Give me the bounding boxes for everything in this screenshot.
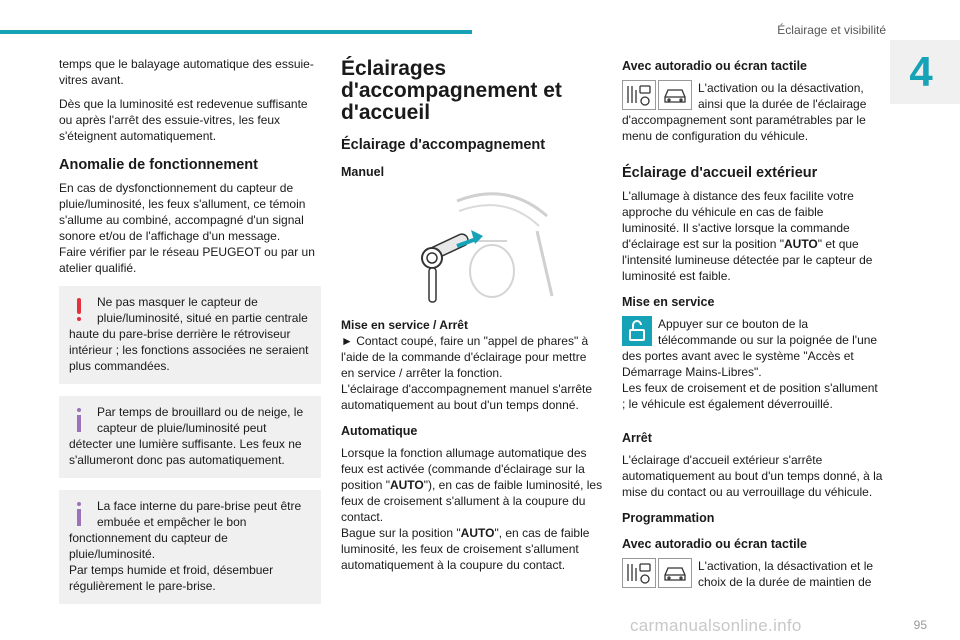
watermark: carmanualsonline.info (630, 616, 802, 635)
touchscreen-car-icon (658, 80, 692, 110)
heading-programmation: Programmation (622, 511, 715, 525)
config-icons (622, 558, 692, 588)
paragraph: L'éclairage d'accompagnement manuel s'arrête automatiquement au bout d'un temps donné. (341, 382, 593, 412)
header-accent-bar (0, 30, 472, 34)
paragraph (341, 445, 603, 525)
paragraph: L'éclairage d'accueil extérieur s'arrête automatiquement au bout d'un temps donné, à la mise du contact ou au verrouillage du véhicule. (622, 453, 883, 499)
touchscreen-car-icon (658, 558, 692, 588)
text-segment: Bague sur la position " (341, 526, 461, 540)
heading-autoradio: Avec autoradio ou écran tactile (622, 59, 808, 73)
info-text: Par temps humide et froid, désembuer régulièrement le pare-brise. (69, 563, 274, 593)
heading-autoradio: Avec autoradio ou écran tactile (622, 537, 808, 551)
section-title: Éclairages d'accompagnement et d'accueil (341, 57, 562, 124)
paragraph: Les feux de croisement et de position s'allument ; le véhicule est également déverrouillé. (622, 381, 878, 411)
page-number: 95 (913, 618, 927, 632)
paragraph (622, 188, 884, 284)
radio-icon (622, 558, 656, 588)
column-left (59, 56, 321, 616)
paragraph: Faire vérifier par le réseau PEUGEOT ou par un atelier qualifié. (59, 245, 315, 275)
config-icons (622, 80, 692, 110)
column-right (622, 56, 884, 598)
warning-note (59, 286, 321, 384)
heading-accompagnement: Éclairage d'accompagnement (341, 137, 546, 153)
info-note (59, 396, 321, 478)
heading-accueil: Éclairage d'accueil extérieur (622, 165, 818, 181)
heading-mise-en-service: Mise en service (622, 295, 715, 309)
warning-icon (69, 294, 91, 324)
label-mise-en-service: Mise en service / Arrêt (341, 318, 468, 332)
paragraph: Dès que la luminosité est redevenue suffisante ou après l'arrêt des essuie-vitres, les feux s'éteignent automatiquement. (59, 97, 308, 143)
paragraph: L'activation ou la désactivation, ainsi que la durée de l'éclairage d'accompagnement sont paramétrables par le menu de configuration du véhicule. (622, 81, 867, 143)
paragraph: Appuyer sur ce bouton de la télécommande ou sur la poignée de l'une des portes avant avec le système "Accès et Démarrage Mains-Libres". (622, 317, 878, 379)
text-segment: L'allumage à distance des feux facilite votre approche du véhicule en cas de faible luminosité. Il s'active lorsque la commande d'éclairage est sur la position " (622, 189, 854, 251)
heading-automatique: Automatique (341, 424, 418, 438)
auto-keyword: AUTO (783, 237, 818, 251)
paragraph: temps que le balayage automatique des essuie-vitres avant. (59, 57, 314, 87)
text-segment: Lorsque la fonction allumage automatique des feux est activée (commande d'éclairage sur la position " (341, 446, 587, 492)
info-text: Par temps de brouillard ou de neige, le capteur de pluie/luminosité peut détecter une lumière suffisante. Les feux ne s'allumeront donc pas automatiquement. (69, 405, 304, 467)
info-text: La face interne du pare-brise peut être embuée et empêcher le bon fonctionnement du capteur de pluie/luminosité. (69, 499, 302, 561)
chapter-tab (890, 40, 960, 104)
text-segment: ", en cas de faible luminosité, les feux de croisement s'allument automatiquement à la coupure du contact. (341, 526, 590, 572)
heading-manuel: Manuel (341, 165, 385, 179)
text-segment: " et que l'intensité lumineuse détectée par le capteur de luminosité est faible. (622, 237, 873, 283)
steering-wheel-stalk-illustration (387, 186, 557, 311)
column-middle (341, 56, 603, 581)
warning-text: Ne pas masquer le capteur de pluie/luminosité, situé en partie centrale haute du pare-brise derrière le rétroviseur intérieur ; les fonctions associées ne seraient plus commandées. (69, 295, 309, 373)
heading-anomalie: Anomalie de fonctionnement (59, 157, 258, 173)
info-icon (69, 404, 91, 434)
radio-icon (622, 80, 656, 110)
page-header-title: Éclairage et visibilité (777, 23, 886, 37)
info-icon (69, 498, 91, 528)
info-note (59, 490, 321, 604)
auto-keyword: AUTO (389, 478, 424, 492)
text-segment: "), en cas de faible luminosité, les feux de croisement s'allument à la coupure du contact. (341, 478, 603, 524)
paragraph (341, 525, 603, 573)
paragraph: ► Contact coupé, faire un "appel de phares" à l'aide de la commande d'éclairage pour mettre en service / arrêter la fonction. (341, 334, 589, 380)
auto-keyword: AUTO (460, 526, 495, 540)
paragraph: L'activation, la désactivation et le choix de la durée de maintien de (698, 559, 874, 589)
chapter-number: 4 (909, 48, 933, 95)
paragraph: En cas de dysfonctionnement du capteur de pluie/luminosité, les feux s'allument, ce témoin s'allume au combiné, accompagné d'un signal sonore et/ou de l'affichage d'un message. (59, 181, 306, 243)
heading-arret: Arrêt (622, 431, 652, 445)
unlock-icon (622, 316, 652, 346)
